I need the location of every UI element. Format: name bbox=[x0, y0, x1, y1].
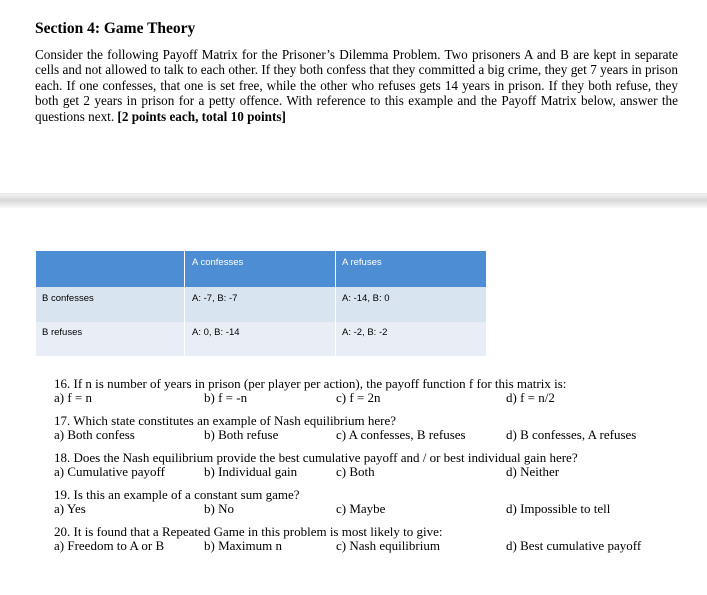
option-d: d) B confesses, A refuses bbox=[506, 427, 637, 442]
option-c: c) Maybe bbox=[336, 501, 386, 516]
option-d: d) f = n/2 bbox=[506, 390, 555, 405]
answer-options bbox=[54, 428, 674, 442]
section-title: Section 4: Game Theory bbox=[35, 20, 196, 37]
option-b: b) No bbox=[204, 501, 234, 516]
question-19 bbox=[54, 488, 674, 516]
option-d: d) Best cumulative payoff bbox=[506, 538, 642, 553]
question-16 bbox=[54, 377, 674, 405]
option-a: a) f = n bbox=[54, 390, 93, 405]
option-b: b) Both refuse bbox=[204, 427, 279, 442]
answer-options bbox=[54, 465, 674, 479]
question-list bbox=[54, 377, 674, 562]
matrix-header-a-confesses: A confesses bbox=[184, 251, 335, 287]
matrix-cell: A: 0, B: -14 bbox=[184, 322, 335, 356]
matrix-header-a-refuses: A refuses bbox=[335, 251, 486, 287]
matrix-row-b-confesses bbox=[36, 287, 486, 322]
option-a: a) Yes bbox=[54, 501, 86, 516]
matrix-row-label: B confesses bbox=[42, 293, 94, 304]
payoff-matrix bbox=[36, 251, 486, 356]
option-a: a) Freedom to A or B bbox=[54, 538, 165, 553]
intro-text: Consider the following Payoff Matrix for the Prisoner’s Dilemma Problem. Two prisoners A and B are kept in separate cells and not allowed to talk to each other. If they both confess that they committed a big crime, they get 7 years in prison each. If one confesses, that one is set free, while the other who refuses gets 14 years in prison. If they both refuse, they both get 2 years in prison for a petty offence. With reference to this example and the Payoff Matrix below, answer the questions next. bbox=[35, 47, 678, 124]
matrix-header-row bbox=[36, 251, 486, 287]
intro-points: [2 points each, total 10 points] bbox=[117, 108, 286, 124]
question-20 bbox=[54, 525, 674, 553]
option-c: c) A confesses, B refuses bbox=[336, 427, 466, 442]
matrix-row-label: B refuses bbox=[42, 327, 83, 338]
option-b: b) Individual gain bbox=[204, 464, 298, 479]
answer-options bbox=[54, 391, 674, 405]
intro-paragraph bbox=[35, 47, 678, 124]
matrix-cell: A: -7, B: -7 bbox=[184, 287, 335, 322]
answer-options bbox=[54, 502, 674, 516]
option-b: b) Maximum n bbox=[204, 538, 282, 553]
option-c: c) f = 2n bbox=[336, 390, 381, 405]
question-stem: 17. Which state constitutes an example of Nash equilibrium here? bbox=[54, 413, 396, 428]
option-c: c) Nash equilibrium bbox=[336, 538, 440, 553]
matrix-cell: A: -2, B: -2 bbox=[335, 322, 486, 356]
option-a: a) Both confess bbox=[54, 427, 135, 442]
question-18 bbox=[54, 451, 674, 479]
matrix-row-b-refuses bbox=[36, 322, 486, 356]
question-17 bbox=[54, 414, 674, 442]
question-stem: 18. Does the Nash equilibrium provide the best cumulative payoff and / or best individual gain here? bbox=[54, 450, 578, 465]
option-d: d) Neither bbox=[506, 464, 560, 479]
matrix-cell: A: -14, B: 0 bbox=[335, 287, 486, 322]
question-stem: 20. It is found that a Repeated Game in this problem is most likely to give: bbox=[54, 524, 443, 539]
option-d: d) Impossible to tell bbox=[506, 501, 611, 516]
question-stem: 16. If n is number of years in prison (per player per action), the payoff function f for this matrix is: bbox=[54, 376, 567, 391]
option-b: b) f = -n bbox=[204, 390, 248, 405]
page-divider bbox=[0, 193, 707, 208]
answer-options bbox=[54, 539, 674, 553]
option-c: c) Both bbox=[336, 464, 375, 479]
question-stem: 19. Is this an example of a constant sum game? bbox=[54, 487, 300, 502]
matrix-corner-cell bbox=[36, 251, 184, 287]
option-a: a) Cumulative payoff bbox=[54, 464, 165, 479]
